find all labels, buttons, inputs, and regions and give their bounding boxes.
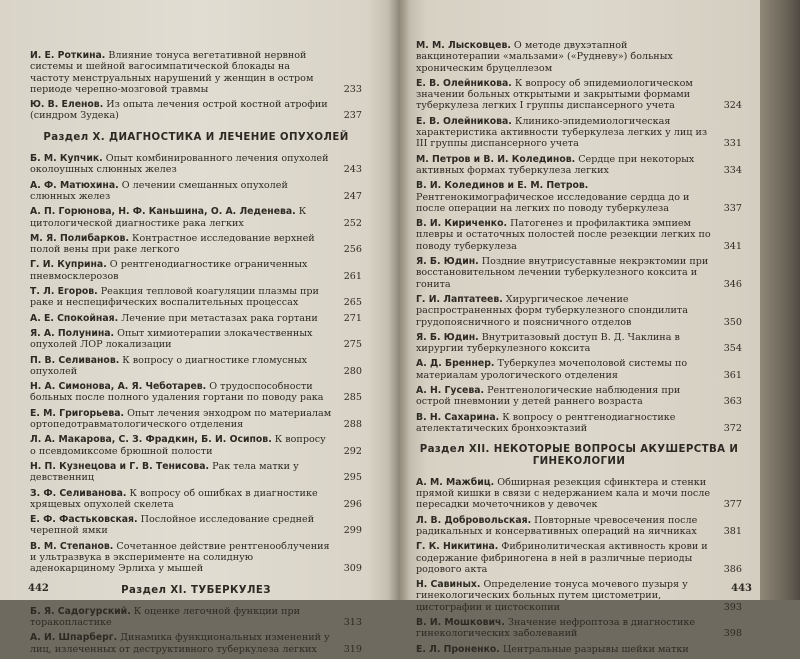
toc-entry-page: 243	[343, 164, 362, 176]
toc-entry-text	[416, 40, 718, 74]
toc-entry	[30, 408, 362, 431]
toc-entry-author: А. И. Шпарберг.	[30, 632, 118, 644]
toc-entry-title: О трудоспособности больных после полного удаления гортани по поводу рака	[30, 381, 324, 404]
toc-entry	[416, 332, 742, 355]
toc-entry	[416, 412, 742, 435]
toc-entry-page: 319	[343, 643, 362, 655]
toc-entry-author: А. Н. Гусева.	[416, 385, 485, 397]
toc-entry	[30, 180, 362, 203]
toc-entry-author: В. Н. Сахарина.	[416, 411, 500, 423]
toc-entry-text	[416, 154, 718, 177]
toc-entry-page: 285	[343, 392, 362, 404]
toc-entry-page: 341	[723, 240, 742, 252]
toc-entry-page: 280	[343, 365, 362, 377]
toc-entry	[30, 488, 362, 511]
toc-entry-title: Опыт комбинированного лечения опухолей околоушных слюнных желез	[30, 153, 329, 176]
toc-entry	[30, 328, 362, 351]
toc-entry-page: 252	[343, 217, 362, 229]
toc-entry-author: Е. В. Олейникова.	[416, 115, 512, 127]
toc-entry-text	[416, 412, 718, 435]
toc-entry-title: Туберкулез мочеполовой системы по материалам урологического отделения	[416, 358, 688, 381]
toc-entry-text	[416, 579, 718, 613]
toc-entry-page: 334	[723, 164, 742, 176]
toc-entry-page: 295	[343, 472, 362, 484]
toc-entry-text	[30, 381, 338, 404]
toc-entry-text	[30, 355, 338, 378]
toc-entry-page: 363	[723, 396, 742, 408]
toc-entry-title: О лечении смешанных опухолей слюнных желез	[30, 179, 288, 202]
toc-entry	[30, 153, 362, 176]
toc-entry-author: Е. Ф. Фастьковская.	[30, 514, 138, 526]
toc-entry-text	[416, 218, 718, 252]
toc-entry	[416, 515, 742, 538]
toc-entry-text	[416, 256, 718, 290]
toc-entry	[30, 381, 362, 404]
toc-entry	[416, 256, 742, 290]
toc-entry-page: 361	[723, 369, 742, 381]
toc-entry	[416, 617, 742, 640]
section-xi-title: Раздел XI. ТУБЕРКУЛЕЗ	[121, 584, 271, 596]
toc-entry-page: 372	[723, 422, 742, 434]
toc-entry	[30, 50, 362, 95]
toc-entry-title: Реакция тепловой коагуляции плазмы при раке и неспецифических воспалительных процессах	[30, 286, 319, 309]
toc-entry-page: 265	[343, 297, 362, 309]
toc-entry-text	[30, 99, 338, 122]
toc-entry-author: И. Е. Роткина.	[30, 50, 106, 61]
toc-entry-author: М. Я. Полибарков.	[30, 232, 129, 244]
toc-entry-author: Н. Савиных.	[416, 579, 481, 591]
toc-entry-page: 261	[343, 270, 362, 282]
toc-entry-author: Н. П. Кузнецова и Г. В. Тенисова.	[30, 460, 210, 472]
toc-entry-title: Влияние тонуса вегетативной нервной системы и шейной вагосимпатической блокады на частоту менструальных нарушений у женщин в остром периоде черепно-мозговой травмы	[30, 50, 314, 95]
right-page-number: 443	[731, 583, 752, 594]
toc-entry-author: В. И. Кириченко.	[416, 218, 508, 230]
toc-entry-text	[416, 358, 718, 381]
toc-entry-title: Определение тонуса мочевого пузыря у гинекологических больных путем цистометрии, цистографии и цистоскопии	[416, 579, 688, 613]
toc-entry-author: Г. И. Куприна.	[30, 259, 107, 271]
toc-entry-author: Е. В. Олейникова.	[416, 77, 512, 89]
toc-entry	[30, 286, 362, 309]
toc-entry-title: Клинико-эпидемиологическая характеристика активности туберкулеза легких у лиц из III группы диспансерного учета	[416, 115, 708, 150]
toc-entry-text	[30, 180, 338, 203]
toc-entry-text	[416, 385, 718, 408]
entries-section-x	[30, 153, 362, 575]
toc-entry-title: Значение нефроптоза в диагностике гинекологических заболеваний	[416, 617, 696, 640]
toc-entry	[30, 461, 362, 484]
book-gutter	[388, 0, 410, 600]
toc-entry	[416, 477, 742, 511]
toc-entry-text	[416, 617, 718, 640]
toc-entry-title: О методе двухэтапной вакцинотерапии «мальзами» («Рудневу») больных хроническим бруцеллезом	[416, 40, 673, 74]
toc-entry-text	[416, 294, 718, 328]
toc-entry-text	[30, 50, 338, 95]
toc-entry-page: 381	[723, 525, 742, 537]
toc-entry-author: Л. А. Макарова, С. З. Фрадкин, Б. И. Осипов.	[30, 434, 272, 446]
toc-entry-text	[30, 328, 338, 351]
toc-entry-page: 393	[723, 601, 742, 613]
toc-entry-page: 354	[723, 343, 742, 355]
toc-entry-title: К оценке легочной функции при торакопластике	[30, 605, 301, 629]
toc-entry	[30, 313, 362, 324]
toc-entry-page: 237	[343, 110, 362, 122]
toc-entry-title: Внутритазовый доступ В. Д. Чаклина в хирургии туберкулезного коксита	[416, 331, 680, 355]
toc-entry-title: Послойное исследование средней черепной ямки	[30, 514, 315, 537]
toc-entry-page: 288	[343, 419, 362, 431]
toc-entry-text	[416, 477, 718, 511]
toc-entry-title: Поздние внутрисуставные некрэктомии при восстановительном лечении туберкулезного коксита и гонита	[416, 256, 709, 290]
toc-entry-author: А. Е. Спокойная.	[30, 312, 119, 324]
toc-entry-text	[30, 153, 338, 176]
toc-entry-title: Хирургическое лечение распространенных форм туберкулезного спондилита грудопоясничного и поясничного отделов	[416, 293, 688, 328]
toc-entry-page: 324	[723, 100, 742, 112]
toc-entry	[416, 218, 742, 252]
toc-entry-title: К вопросу о диагностике гломусных опухолей	[30, 354, 307, 377]
entries-section-xii	[416, 477, 742, 655]
toc-entry	[416, 116, 742, 150]
toc-entry	[416, 40, 742, 74]
toc-entry-title: Динамика функциональных изменений у лиц, излеченных от деструктивного туберкулеза легких	[30, 632, 330, 655]
toc-entry-author: Ю. В. Еленов.	[30, 99, 104, 111]
toc-entry-text	[30, 606, 338, 629]
toc-entry-author: Я. Б. Юдин.	[416, 331, 479, 343]
toc-entry-title: Опыт химиотерапии злокачественных опухолей ЛОР локализации	[30, 327, 313, 351]
toc-entry-author: Н. А. Симонова, А. Я. Чеботарев.	[30, 381, 207, 393]
entries-top-right	[416, 40, 742, 434]
toc-entry-author: Б. М. Купчик.	[30, 153, 103, 165]
toc-entry-author: Г. И. Лаптатеев.	[416, 293, 503, 305]
toc-entry-author: Г. К. Никитина.	[416, 541, 499, 553]
toc-entry-text	[416, 332, 718, 355]
toc-entry-author: В. И. Мошкович.	[416, 617, 505, 629]
toc-entry-text	[30, 408, 338, 431]
toc-entry-author: Я. А. Полунина.	[30, 327, 115, 339]
toc-entry-page: 271	[343, 312, 362, 324]
toc-entry-text	[30, 259, 338, 282]
entries-section-xi	[30, 606, 362, 655]
toc-entry-title: Центральные разрывы шейки матки	[499, 643, 689, 655]
toc-entry-text	[416, 515, 718, 538]
toc-entry-page: 377	[723, 499, 742, 511]
toc-entry-author: П. В. Селиванов.	[30, 354, 120, 366]
toc-entry-title: К цитологической диагностике рака легких	[30, 206, 307, 229]
toc-entry-author: З. Ф. Селиванова.	[30, 487, 127, 499]
right-page-contents	[416, 40, 742, 659]
toc-entry	[416, 78, 742, 112]
toc-entry	[30, 233, 362, 256]
toc-entry-author: А. Ф. Матюхина.	[30, 179, 119, 191]
toc-entry	[416, 579, 742, 613]
toc-entry-text	[416, 644, 718, 655]
toc-entry-author: Б. Я. Садогурский.	[30, 605, 131, 617]
toc-entry-title: Повторные чревосечения после радикальных и консервативных операций на яичниках	[416, 514, 698, 537]
toc-entry	[30, 541, 362, 575]
toc-entry-text	[30, 541, 338, 575]
toc-entry-text	[30, 313, 338, 324]
toc-entry-author: Е. Л. Проненко.	[416, 643, 500, 655]
toc-entry-author: Л. В. Добровольская.	[416, 514, 532, 526]
toc-entry-title: К вопросу о псевдомиксоме брюшной полости	[30, 434, 326, 457]
toc-entry-text	[30, 461, 338, 484]
toc-entry-author: Т. Л. Егоров.	[30, 286, 98, 298]
toc-entry-page: 313	[343, 617, 362, 629]
toc-entry-title: Рак тела матки у девственниц	[30, 460, 299, 484]
toc-entry-author: Я. Б. Юдин.	[416, 256, 479, 268]
toc-entry-text	[30, 514, 338, 537]
toc-entry-page: 350	[723, 316, 742, 328]
left-page-contents	[30, 50, 362, 659]
toc-entry	[30, 632, 362, 655]
toc-entry-title: Из опыта лечения острой костной атрофии (синдром Зудека)	[30, 99, 328, 122]
entries-top	[30, 50, 362, 122]
toc-entry	[416, 644, 742, 655]
toc-entry-title: К вопросу об ошибках в диагностике хрящевых опухолей скелета	[30, 487, 318, 510]
toc-entry	[416, 358, 742, 381]
toc-entry-page: 386	[723, 563, 742, 575]
toc-entry	[416, 294, 742, 328]
toc-entry-text	[30, 434, 338, 457]
toc-entry-author: А. П. Горюнова, Н. Ф. Каньшина, О. А. Леденева.	[30, 206, 296, 218]
toc-entry-text	[30, 206, 338, 229]
toc-entry	[30, 606, 362, 629]
toc-entry-title: Рентгенологические наблюдения при острой пневмонии у детей раннего возраста	[416, 385, 681, 408]
toc-entry-title: Рентгенокимографическое исследование сердца до и после операции на легких по поводу туберкулеза	[416, 191, 690, 214]
toc-entry	[30, 514, 362, 537]
toc-entry-page: 299	[343, 525, 362, 537]
toc-entry	[416, 154, 742, 177]
toc-entry-author: М. Петров и В. И. Колединов.	[416, 153, 576, 165]
toc-entry-text	[416, 180, 718, 214]
toc-entry-page: 296	[343, 498, 362, 510]
toc-entry-text	[30, 632, 338, 655]
section-xii-title: Раздел XII. НЕКОТОРЫЕ ВОПРОСЫ АКУШЕРСТВА И ГИНЕКОЛОГИИ	[419, 444, 739, 467]
toc-entry	[30, 434, 362, 457]
toc-entry-page: 398	[723, 628, 742, 640]
toc-entry-text	[416, 541, 718, 575]
toc-entry-page: 256	[343, 244, 362, 256]
toc-entry-page: 346	[723, 278, 742, 290]
toc-entry-title: К вопросу о рентгенодиагностике ателектатических бронхоэктазий	[416, 411, 676, 434]
toc-entry-author: А. Д. Бреннер.	[416, 358, 495, 370]
toc-entry-title: Фибринолитическая активность крови и содержание фибриногена в ней в различные периоды родового акта	[416, 541, 708, 575]
toc-entry-page: 337	[723, 202, 742, 214]
right-page	[398, 0, 760, 655]
toc-entry-title: Лечение при метастазах рака гортани	[118, 312, 318, 324]
toc-entry-text	[416, 78, 718, 112]
toc-entry-text	[30, 488, 338, 511]
toc-entry-page: 331	[723, 138, 742, 150]
toc-entry-page: 309	[343, 563, 362, 575]
toc-entry	[416, 385, 742, 408]
toc-entry-text	[30, 233, 338, 256]
section-x-title: Раздел X. ДИАГНОСТИКА И ЛЕЧЕНИЕ ОПУХОЛЕЙ	[43, 131, 349, 143]
toc-entry-title: Контрастное исследование верхней полой вены при раке легкого	[30, 232, 315, 256]
toc-entry-title: Сердце при некоторых активных формах туберкулеза легких	[416, 153, 695, 176]
toc-entry-title: Сочетанное действие рентгенооблучения и ультразвука в эксперименте на солидную аденокарциному Эрлиха у мышей	[30, 540, 330, 575]
toc-entry-page: 247	[343, 190, 362, 202]
toc-entry-text	[30, 286, 338, 309]
toc-entry-title: К вопросу об эпидемиологическом значении больных открытыми и закрытыми формами туберкулеза легких I группы диспансерного учета	[416, 77, 693, 112]
toc-entry-title: Патогенез и профилактика эмпием плевры и остаточных полостей после резекции легких по поводу туберкулеза	[416, 218, 711, 252]
toc-entry	[30, 259, 362, 282]
toc-entry-author: А. М. Мажбиц.	[416, 476, 495, 488]
toc-entry-author: В. И. Колединов и Е. М. Петров.	[416, 180, 589, 192]
toc-entry-page: 275	[343, 339, 362, 351]
toc-entry-title: Обширная резекция сфинктера и стенки прямой кишки в связи с недержанием кала и мочи после пересадки мочеточников у девочек	[416, 476, 711, 511]
toc-entry-text	[416, 116, 718, 150]
toc-entry-page: 233	[343, 83, 362, 95]
toc-entry	[30, 99, 362, 122]
toc-entry-author: М. М. Лысковцев.	[416, 40, 511, 51]
toc-entry-page: 292	[343, 445, 362, 457]
left-page	[0, 0, 400, 655]
toc-entry	[30, 355, 362, 378]
toc-entry	[416, 541, 742, 575]
left-page-number: 442	[28, 583, 49, 594]
toc-entry	[30, 206, 362, 229]
toc-entry	[416, 180, 742, 214]
toc-entry-author: В. М. Степанов.	[30, 540, 114, 552]
toc-entry-title: О рентгенодиагностике ограниченных пневмосклерозов	[30, 259, 308, 282]
toc-entry-author: Е. М. Григорьева.	[30, 407, 125, 419]
toc-entry-title: Опыт лечения энходром по материалам ортопедотравматологического отделения	[30, 407, 332, 431]
